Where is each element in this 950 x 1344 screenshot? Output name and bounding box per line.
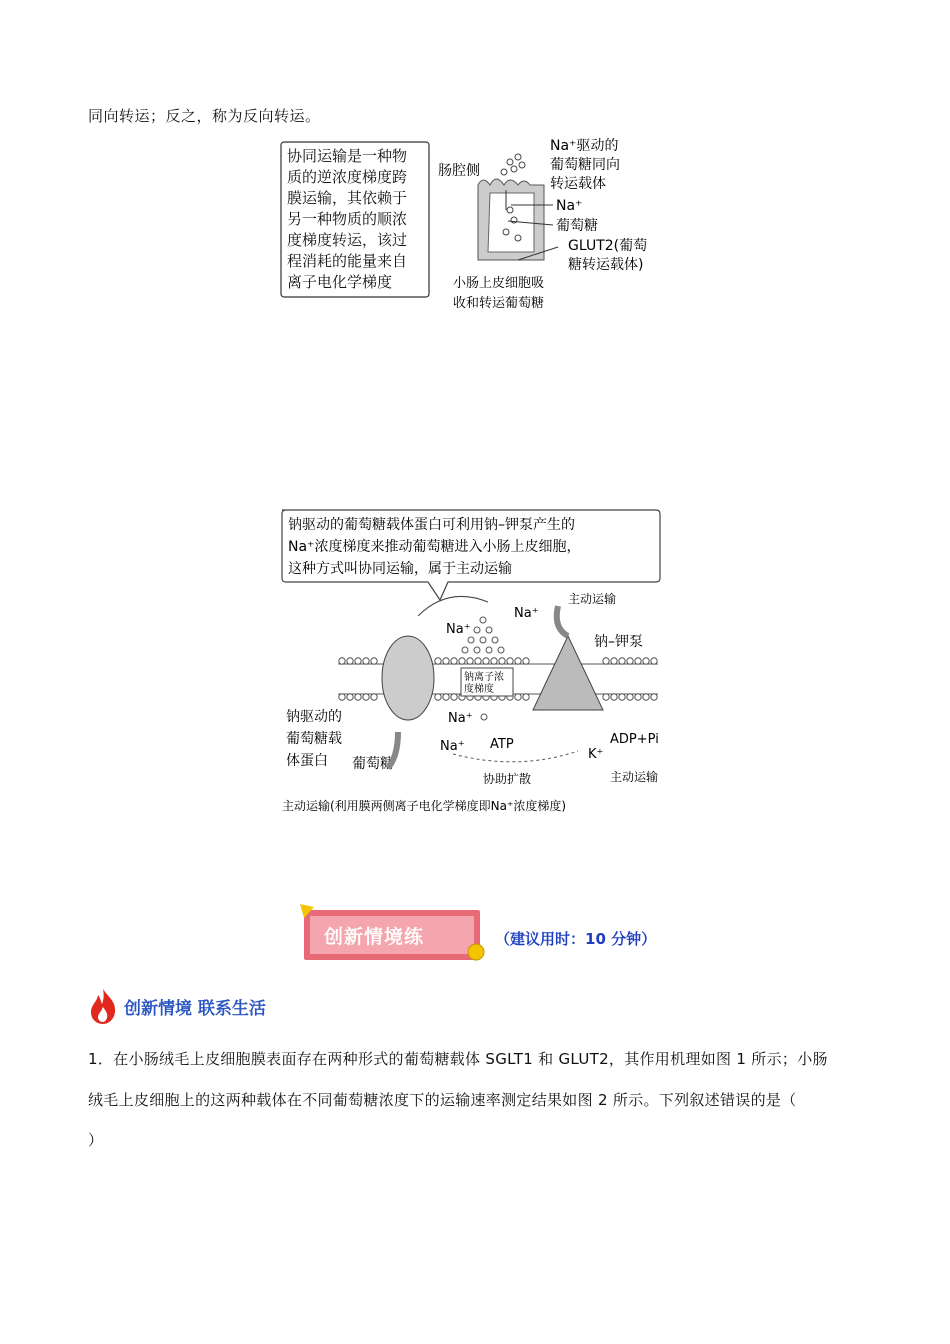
figure-2 xyxy=(278,506,698,821)
fig1-caption: 小肠上皮细胞吸 xyxy=(453,276,545,291)
svg-text:小肠上皮细胞吸 收和转运葡萄糖 xyxy=(453,275,548,311)
fig1-lumen: 肠腔侧 xyxy=(438,163,480,179)
section-header xyxy=(88,986,266,1026)
membrane-head xyxy=(635,658,641,664)
membrane-head xyxy=(651,694,657,700)
membrane-head xyxy=(451,694,457,700)
membrane-head xyxy=(627,658,633,664)
membrane-head xyxy=(443,658,449,664)
suggested-time: （建议用时：10 分钟） xyxy=(495,930,657,948)
membrane-head xyxy=(355,658,361,664)
fig2-carrier: 葡萄糖载 xyxy=(286,731,342,747)
membrane-head xyxy=(651,658,657,664)
fig2-active-top: 主动运输 xyxy=(568,592,617,606)
fig1-glut2: GLUT2(葡萄 xyxy=(568,238,648,254)
membrane-head xyxy=(451,658,457,664)
fig1-box-line: 程消耗的能量来自 xyxy=(287,252,408,270)
banner xyxy=(300,904,485,966)
membrane-head xyxy=(443,694,449,700)
svg-text:GLUT2(葡萄 糖转运载体) xyxy=(568,237,652,273)
banner-title: 创新情境练 xyxy=(324,926,425,948)
membrane-head xyxy=(363,658,369,664)
membrane-head xyxy=(347,694,353,700)
fig2-carrier: 钠驱动的 xyxy=(286,709,342,725)
fig2-na-top: Na⁺ xyxy=(514,606,539,621)
membrane-head xyxy=(435,694,441,700)
fig2-na-mid: Na⁺ xyxy=(448,711,473,726)
membrane-head xyxy=(491,658,497,664)
fig1-box-line: 度梯度转运，该过 xyxy=(287,231,408,249)
svg-text:协同运输是一种物 质的逆浓度梯度跨 膜运输， xyxy=(287,147,412,291)
membrane-head xyxy=(603,658,609,664)
membrane-head xyxy=(499,658,505,664)
flame-icon xyxy=(88,987,118,1025)
membrane-head xyxy=(459,658,465,664)
fig2-box-line: 钠驱动的葡萄糖载体蛋白可利用钠–钾泵产生的 xyxy=(288,517,575,533)
membrane-head xyxy=(363,694,369,700)
fig1-sglt-label: Na⁺驱动的 xyxy=(550,138,619,154)
membrane-head xyxy=(619,658,625,664)
membrane-head xyxy=(435,658,441,664)
question-line: 绒毛上皮细胞上的这两种载体在不同葡萄糖浓度下的运输速率测定结果如图 2 所示。下列叙述错误的是（ xyxy=(88,1091,797,1109)
membrane-head xyxy=(515,694,521,700)
membrane-head xyxy=(523,658,529,664)
fig1-caption: 收和转运葡萄糖 xyxy=(453,296,545,311)
membrane-head xyxy=(611,694,617,700)
membrane-head xyxy=(643,658,649,664)
question-line: ） xyxy=(88,1131,104,1149)
fig2-carrier: 体蛋白 xyxy=(286,753,328,769)
membrane-head xyxy=(339,658,345,664)
fig1-glut2: 糖转运载体) xyxy=(568,257,644,273)
fig2-gradient: 钠离子浓 xyxy=(464,672,504,683)
fig2-na-cluster: Na⁺ xyxy=(446,622,471,637)
membrane-head xyxy=(523,694,529,700)
membrane-head xyxy=(619,694,625,700)
membrane-head xyxy=(603,694,609,700)
membrane-head xyxy=(467,658,473,664)
membrane-head xyxy=(627,694,633,700)
membrane-head xyxy=(611,658,617,664)
question-line: 1．在小肠绒毛上皮细胞膜表面存在两种形式的葡萄糖载体 SGLT1 和 GLUT2，其作用机理如图 1 所示；小肠 xyxy=(88,1050,828,1068)
membrane-head xyxy=(371,658,377,664)
svg-text:Na⁺驱动的 葡萄糖同向 转运载体 xyxy=(550,137,624,192)
membrane-head xyxy=(355,694,361,700)
membrane-head xyxy=(515,658,521,664)
fig1-box-line: 质的逆浓度梯度跨 xyxy=(287,168,408,186)
figure-1 xyxy=(278,135,678,315)
fig2-facilitated: 协助扩散 xyxy=(483,772,532,786)
fig2-gradient: 度梯度 xyxy=(464,684,494,695)
fig1-box-line: 协同运输是一种物 xyxy=(287,147,408,165)
section-title: 创新情境 联系生活 xyxy=(124,998,266,1019)
membrane-head xyxy=(339,694,345,700)
membrane-head xyxy=(507,658,513,664)
fig2-k: K⁺ xyxy=(588,747,604,762)
fig2-adp: ADP+Pi xyxy=(610,732,659,747)
membrane-head xyxy=(483,658,489,664)
membrane-head xyxy=(371,694,377,700)
membrane-head xyxy=(635,694,641,700)
fig1-na: Na⁺ xyxy=(556,198,583,214)
fig2-na-bottom: Na⁺ xyxy=(440,739,465,754)
fig2-atp: ATP xyxy=(490,737,514,752)
fig2-glucose: 葡萄糖 xyxy=(352,756,394,772)
fig1-box-line: 另一种物质的顺浓 xyxy=(287,210,408,228)
fig2-box-line: Na⁺浓度梯度来推动葡萄糖进入小肠上皮细胞， xyxy=(288,539,581,555)
svg-text:钠驱动的 葡萄糖载 体蛋白 xyxy=(286,708,346,769)
fig1-box-line: 膜运输，其依赖于 xyxy=(287,189,408,207)
fig2-active-right: 主动运输 xyxy=(610,770,659,784)
membrane-head xyxy=(347,658,353,664)
membrane-head xyxy=(643,694,649,700)
fig2-box-line: 这种方式叫协同运输，属于主动运输 xyxy=(288,561,512,577)
fig2-pump: 钠–钾泵 xyxy=(594,634,643,650)
fig1-box-line: 离子电化学梯度 xyxy=(287,273,393,291)
top-line: 同向转运；反之，称为反向转运。 xyxy=(88,107,321,125)
membrane-head xyxy=(475,658,481,664)
fig1-sglt-label: 葡萄糖同向 xyxy=(550,157,620,173)
fig1-glucose: 葡萄糖 xyxy=(556,218,598,234)
fig1-sglt-label: 转运载体 xyxy=(550,176,606,192)
fig2-caption: 主动运输(利用膜两侧离子电化学梯度即Na⁺浓度梯度) xyxy=(282,799,567,813)
